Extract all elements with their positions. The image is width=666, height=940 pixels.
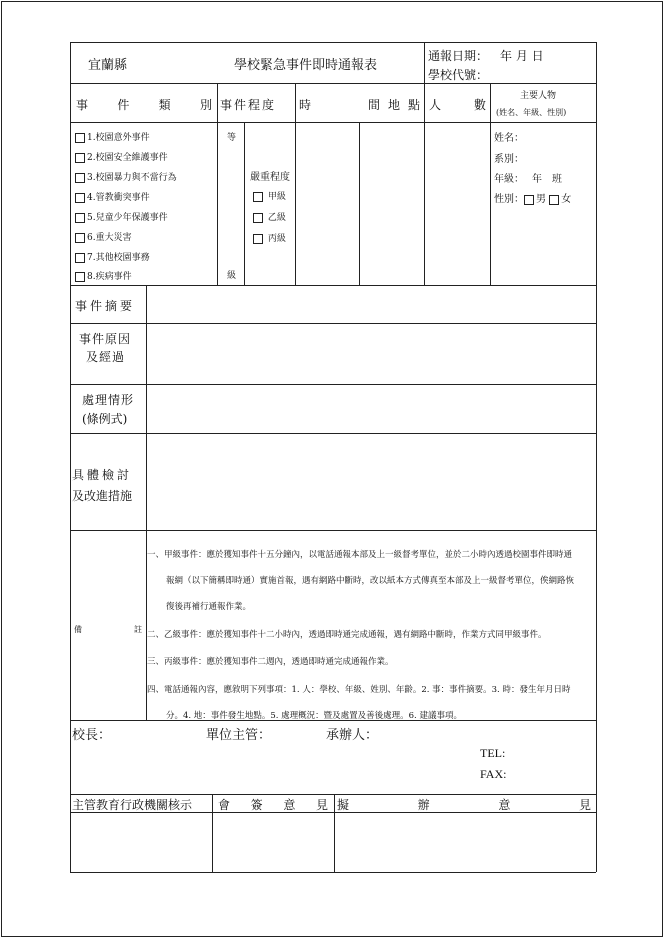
note-line: 一、甲級事件：應於獲知事件十五分鐘內，以電話通報本部及上一級督考單位，並於二小時內透過校園事件即時通 — [147, 550, 573, 560]
checkbox[interactable] — [524, 195, 534, 205]
form-bottom-border — [70, 872, 596, 873]
person-grade-suffix: 年 班 — [532, 174, 562, 185]
cause-label-line1: 事件原因 — [79, 332, 132, 346]
handler-label: 承辦人： — [326, 728, 379, 743]
time-place-divider — [359, 122, 360, 285]
note-line: 四、電話通報內容，應敘明下列事項：1. 人：學校、年級、姓別、年齡。2. 事：事件摘要。3. 時：發生年月日時 — [147, 685, 571, 695]
report-date-label: 通報日期： — [428, 49, 489, 63]
checkbox[interactable] — [75, 133, 85, 143]
school-code-field[interactable] — [500, 64, 590, 80]
category-item[interactable]: 5.兒童少年保護事件 — [75, 210, 168, 223]
approval-col-line-2 — [334, 794, 335, 872]
checkbox[interactable] — [75, 253, 85, 263]
category-item[interactable]: 1.校園意外事件 — [75, 130, 150, 143]
handling-label-line2: (條例式) — [82, 412, 128, 426]
review-field[interactable] — [148, 435, 594, 528]
count-column-header: 人 數 — [429, 98, 486, 112]
note-line: 報網（以下簡稱即時通）實施首報，遇有網路中斷時，改以紙本方式傳真至本部及上一級督考單位，俟網路恢 — [166, 576, 575, 586]
category-item[interactable]: 4.管教衝突事件 — [75, 190, 150, 203]
time-place-column-header: 時 間 地 點 — [299, 98, 420, 112]
severity-option[interactable]: 甲級 — [253, 189, 286, 202]
header-bottom-line — [70, 83, 596, 84]
school-code-label: 學校代號： — [428, 68, 489, 82]
degree-column-header: 事件程度 — [220, 98, 277, 112]
column-header-line — [70, 122, 596, 123]
county-name: 宜蘭縣 — [88, 58, 128, 73]
note-line: 分。4. 地：事件發生地點。5. 處理概況：暨及處置及善後處理。6. 建議事項。 — [166, 711, 462, 721]
review-bottom-line — [70, 530, 596, 531]
note-line: 三、丙級事件：應於獲知事件二週內，透過即時通完成通報作業。 — [147, 657, 394, 667]
degree-grade-bottom: 級 — [227, 271, 237, 281]
person-dept-label: 系別： — [494, 154, 524, 165]
col-line-degree — [217, 83, 218, 285]
severity-label: 嚴重程度 — [250, 172, 290, 183]
person-gender-row: 性別： 男 女 — [494, 194, 572, 205]
person-grade-label: 年級： — [494, 174, 524, 185]
checkbox[interactable] — [253, 192, 263, 202]
approval-top-line — [70, 794, 596, 795]
category-item[interactable]: 7.其他校園事務 — [75, 250, 150, 263]
category-item[interactable]: 8.疾病事件 — [75, 269, 132, 282]
category-item[interactable]: 6.重大災害 — [75, 230, 132, 243]
checkbox[interactable] — [75, 153, 85, 163]
checkbox[interactable] — [253, 234, 263, 244]
checkbox[interactable] — [253, 213, 263, 223]
handling-label-line1: 處理情形 — [82, 393, 135, 407]
person-name-label: 姓名： — [494, 133, 524, 144]
principal-label: 校長： — [72, 728, 112, 743]
cosign-field[interactable] — [214, 814, 332, 870]
cause-label-line2: 及經過 — [86, 350, 126, 364]
authority-header: 主管教育行政機關核示 — [72, 798, 193, 812]
report-date-field[interactable]: 年 月 日 — [500, 49, 544, 63]
summary-label: 事件摘要 — [75, 299, 136, 313]
checkbox[interactable] — [75, 272, 85, 282]
main-person-header: 主要人物 — [520, 91, 557, 101]
draft-header: 擬 辦 意 見 — [337, 798, 591, 812]
tel-label: TEL: — [480, 746, 506, 760]
checkbox[interactable] — [75, 213, 85, 223]
note-line: 復後再補行通報作業。 — [166, 602, 252, 612]
form-left-border — [70, 42, 71, 872]
degree-grade-top: 等 — [227, 133, 237, 143]
summary-bottom-line — [70, 323, 596, 324]
approval-col-line-1 — [212, 794, 213, 872]
form-top-border — [70, 42, 596, 43]
review-label-line1: 具體檢討 — [72, 468, 133, 482]
col-line-time — [295, 83, 296, 285]
col-line-person — [490, 83, 491, 285]
draft-field[interactable] — [336, 814, 594, 870]
severity-option[interactable]: 乙級 — [253, 210, 286, 223]
main-person-subheader: (姓名、年級、性別) — [496, 108, 567, 117]
checkbox[interactable] — [549, 195, 559, 205]
summary-field[interactable] — [148, 287, 594, 321]
category-item[interactable]: 3.校園暴力與不當行為 — [75, 170, 177, 183]
unit-head-label: 單位主管： — [206, 728, 272, 743]
notes-label: 備 註 — [74, 625, 142, 634]
header-divider — [424, 42, 425, 83]
severity-option[interactable]: 丙級 — [253, 231, 286, 244]
fax-label: FAX: — [480, 767, 507, 781]
form-right-border — [596, 42, 597, 872]
checkbox[interactable] — [75, 193, 85, 203]
authority-field[interactable] — [72, 814, 210, 870]
category-column-header: 事 件 類 別 — [76, 98, 212, 112]
handling-field[interactable] — [148, 386, 594, 431]
note-line: 二、乙級事件：應於獲知事件十二小時內，透過即時通完成通報，遇有網路中斷時，作業方式同甲級事件。 — [147, 630, 547, 640]
col-line-count — [424, 83, 425, 285]
cause-bottom-line — [70, 384, 596, 385]
form-title: 學校緊急事件即時通報表 — [234, 58, 378, 73]
checkbox[interactable] — [75, 233, 85, 243]
cosign-header: 會 簽 意 見 — [218, 798, 328, 812]
degree-inner-line — [244, 122, 245, 285]
category-item[interactable]: 2.校園安全維護事件 — [75, 150, 168, 163]
cause-field[interactable] — [148, 325, 594, 382]
checkbox[interactable] — [75, 173, 85, 183]
review-label-line2: 及改進措施 — [72, 489, 133, 503]
category-block-bottom-line — [70, 285, 596, 286]
handling-bottom-line — [70, 433, 596, 434]
